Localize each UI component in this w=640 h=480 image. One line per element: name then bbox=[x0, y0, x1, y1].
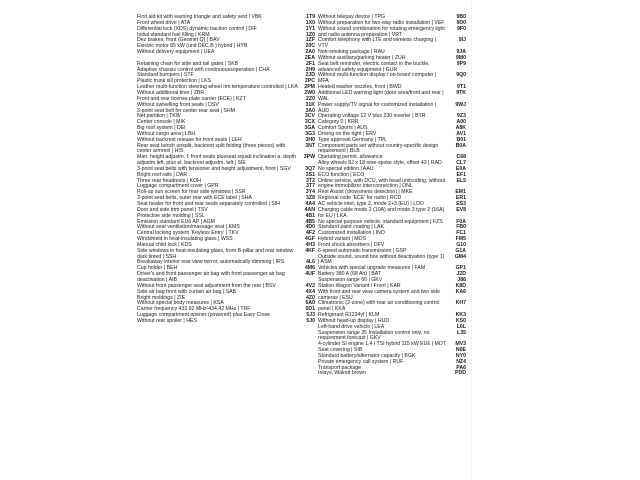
option-row bbox=[318, 91, 466, 103]
option-code: 5D1 bbox=[305, 306, 315, 313]
option-description: 6-speed automatic transmission | GSP bbox=[318, 247, 407, 254]
option-description: Standard paint coating | LAK bbox=[318, 224, 384, 231]
option-description: With front and rear view camera system and two side cameras | ESU bbox=[318, 288, 440, 301]
option-code: 4A4 bbox=[305, 201, 315, 207]
option-code: 3T2 bbox=[306, 177, 315, 184]
option-description: Without sound combination for rotating emergency light and radio antenna preparation | VRT bbox=[318, 25, 445, 38]
option-description: Differential lock (XDS) dynamic traction control | DIF bbox=[137, 25, 257, 32]
option-description: Without seat ventilation/massage seat | KMS bbox=[137, 224, 240, 231]
option-description: Non-smoking package | RAU bbox=[318, 49, 385, 56]
option-code: 9F0 bbox=[457, 25, 466, 32]
option-code: 4KF bbox=[305, 247, 315, 254]
option-description: Climatronic (2-zone) with rear air conditioning control panel | KKA bbox=[318, 300, 440, 313]
option-description: Additional LED warning light (door area/front and rear | WAL bbox=[318, 89, 444, 102]
option-code: 4Z0 bbox=[306, 294, 315, 301]
option-code: 5J3 bbox=[306, 312, 315, 319]
option-description: Category 0 | KRR bbox=[318, 119, 359, 126]
option-code: 2F1 bbox=[306, 60, 315, 67]
option-description: Without front passenger seat adjustment from the rear | BSV bbox=[137, 282, 276, 289]
option-code: 9JA bbox=[456, 49, 466, 56]
option-code: J2D bbox=[456, 271, 466, 278]
option-code: 4H3 bbox=[305, 241, 315, 248]
option-description: Operating voltage 12 V plus 230 inverter | BTR bbox=[318, 113, 426, 120]
option-description: ECO function | ECO bbox=[318, 171, 365, 178]
option-code: B01 bbox=[456, 136, 466, 143]
option-code: 9M0 bbox=[455, 54, 466, 61]
option-description: Man. height adjustm. f. front seats plusseat squab inclination a. depth adjustm.left, plus el. backrest adjustm. left | SIE bbox=[137, 154, 297, 167]
option-code: KA6 bbox=[455, 288, 466, 295]
option-code: ES3 bbox=[456, 201, 466, 207]
option-description: Dez brakes, front (Geomet Q) | BAV bbox=[137, 37, 220, 44]
option-description: Door and side trim panel | TSV bbox=[137, 206, 208, 213]
option-code: NZ4 bbox=[456, 358, 466, 365]
option-description: Without cargo area | LBH bbox=[137, 130, 196, 137]
option-description: First aid kit with warning triangle and safety vest | VBK bbox=[137, 14, 262, 20]
option-row bbox=[318, 208, 466, 220]
option-description: Without additional tires | ZBR bbox=[137, 89, 205, 96]
option-description: Windshield in heat-insulating glass | WSS bbox=[137, 236, 233, 243]
option-code: 9Q0 bbox=[456, 72, 466, 79]
option-code: L0L bbox=[456, 323, 466, 330]
option-description: Without head-up display | HUD bbox=[318, 317, 390, 324]
option-description: Inlays, Walnut brown bbox=[318, 370, 366, 377]
option-code: KH7 bbox=[455, 300, 466, 307]
option-code: 2PC bbox=[304, 78, 315, 85]
option-code: NY0 bbox=[455, 352, 466, 359]
option-description: Regional code 'ECE' for radio | RCD bbox=[318, 195, 402, 202]
option-code: 2A0 bbox=[305, 49, 315, 56]
option-code: 4D0 bbox=[305, 224, 315, 231]
option-description: Station Wagon Variant / Front | KAR bbox=[318, 282, 401, 289]
options-list-right bbox=[318, 15, 466, 377]
option-description: Front and rear license plate carrier (ECE) | KZT bbox=[137, 95, 246, 102]
option-row bbox=[137, 319, 315, 325]
option-description: Transport package bbox=[318, 364, 362, 371]
option-description: Retaining chain for side and tail gates | SKB bbox=[137, 60, 239, 67]
option-description: Bright roof rails | DAR bbox=[137, 171, 188, 178]
option-code: 3H0 bbox=[305, 136, 315, 143]
option-description: Driving on the right | ERV bbox=[318, 130, 377, 137]
option-code: FC1 bbox=[456, 230, 466, 237]
option-code: EL5 bbox=[456, 177, 466, 184]
option-description: Protective side molding | SSL bbox=[137, 212, 205, 219]
option-code: J86 bbox=[457, 276, 466, 283]
option-description: No special edition | AAU bbox=[318, 165, 374, 172]
option-description: Without rear spoiler | HES bbox=[137, 317, 197, 324]
option-code: KS0 bbox=[455, 317, 466, 324]
option-description: Hybrid variant | MOS bbox=[318, 236, 367, 243]
option-description: Without delivery equipment | UEA bbox=[137, 49, 215, 56]
option-code: 9T1 bbox=[457, 84, 466, 91]
option-code: 4V2 bbox=[305, 282, 315, 289]
option-code: 1Y1 bbox=[305, 25, 315, 32]
option-code: 3Z8 bbox=[306, 195, 315, 202]
option-code: 4L6 bbox=[306, 259, 315, 266]
option-code: 9Z3 bbox=[457, 113, 466, 120]
option-code: 3Q7 bbox=[305, 165, 315, 172]
option-code: 9D0 bbox=[456, 19, 466, 26]
option-code: PA6 bbox=[456, 364, 466, 371]
option-code: L35 bbox=[457, 329, 466, 336]
option-code: E0A bbox=[455, 165, 466, 172]
option-description: Vehicles with special upgrade measures | FAM bbox=[318, 265, 426, 272]
option-code: 1X0 bbox=[305, 19, 315, 26]
option-description: Without special body measures | KSA bbox=[137, 300, 224, 307]
option-description: Without backrest release for front seats | LEH bbox=[137, 136, 242, 143]
option-code: GM4 bbox=[454, 253, 466, 260]
option-description: Front wheel drive | ATA bbox=[137, 19, 191, 26]
options-list-left bbox=[137, 15, 315, 325]
option-description: Manual child lock | KDS bbox=[137, 241, 192, 248]
option-description: Comfort Sports | AUS bbox=[318, 125, 368, 132]
option-description: Plastic trunk sill protection | LKS bbox=[137, 78, 212, 85]
option-code: EF1 bbox=[456, 171, 466, 178]
option-code: 2Z0 bbox=[306, 95, 315, 102]
option-code: G10 bbox=[456, 241, 466, 248]
option-description: Standard battery/alternator capacity | BGK bbox=[318, 352, 416, 359]
option-description: Private emergency call system | RUF bbox=[318, 358, 404, 365]
option-code: K8D bbox=[455, 282, 466, 289]
option-code: 9TK bbox=[456, 89, 466, 96]
option-description: Luggage compartment opener (powered) plus Easy Close bbox=[137, 312, 270, 319]
option-description: Rest Assist (drowsiness detection) | MKE bbox=[318, 189, 413, 196]
option-code: 2JD bbox=[305, 72, 315, 79]
option-description: Without swivelling front seats | DSV bbox=[137, 101, 219, 108]
option-description: Outside sound, sound box without deactivation (type 1) | ASM bbox=[318, 253, 445, 266]
option-code: 2PM bbox=[304, 84, 315, 91]
option-description: Leather multi-function steering wheel rim temperature controlled | LKA bbox=[137, 84, 298, 91]
option-code: PDD bbox=[455, 370, 466, 377]
option-description: Driver's and front passenger air bag with front passenger air bag deactivation | AIB bbox=[137, 271, 285, 283]
option-code: EM1 bbox=[455, 189, 466, 196]
option-description: Emission standard EU6 AP | AGM bbox=[137, 218, 215, 225]
option-code: 3CV bbox=[304, 113, 315, 120]
option-code: F0A bbox=[456, 218, 466, 225]
option-code: 1ZF bbox=[305, 37, 315, 44]
option-row bbox=[318, 371, 466, 377]
option-code: 3T7 bbox=[306, 183, 315, 190]
option-description: - bbox=[137, 54, 139, 61]
option-description: Comfort telephony with LTE and wireless charging | VTV bbox=[318, 37, 437, 50]
option-description: Left-hand drive vehicle | LEA bbox=[318, 323, 385, 330]
option-code: 4UF bbox=[305, 271, 315, 278]
page-edge bbox=[471, 0, 472, 480]
option-code: 3Y4 bbox=[305, 189, 315, 196]
option-code: 3PW bbox=[303, 154, 315, 161]
option-code: 4GF bbox=[304, 236, 315, 243]
option-description: Electric motor 85 kW (unit DEC.B ) hybrid | HYB bbox=[137, 43, 248, 50]
option-code: G1A bbox=[455, 247, 466, 254]
option-code: 4X4 bbox=[305, 288, 315, 295]
option-code: 4B1 bbox=[305, 212, 315, 219]
option-code: ER1 bbox=[455, 195, 466, 202]
option-description: Roll-up sun screen for rear side windows | SSR bbox=[137, 189, 246, 196]
option-description: Power supply/TV signal for customized installation | AUD bbox=[318, 101, 437, 114]
option-code: 31K bbox=[305, 101, 315, 108]
option-description: Seat heater for front and rear seats separately controlled | SIH bbox=[137, 201, 280, 207]
option-code: 9IJ bbox=[458, 37, 466, 44]
option-description: Adaptive chassis control with continuoussoperation | CHA bbox=[137, 66, 270, 73]
option-description: Suspension range 35 Installation control only, no requirement forecast | GKV bbox=[318, 329, 430, 342]
option-description: 3-point seat belts, outer rear with ECE label | SHA bbox=[137, 195, 252, 202]
option-description: Online service, with DCU, with head unitcoding, without engine immobilizer interconnection | ONL bbox=[318, 177, 446, 190]
option-description: Without multi-function display / on-board computer | MFA bbox=[318, 72, 437, 85]
option-code: C68 bbox=[456, 154, 466, 161]
option-code: 2H9 bbox=[305, 66, 315, 73]
option-code: 1Z0 bbox=[306, 31, 315, 38]
option-description: Charging cable mode 2 (10A) and mode 3 type 2 (16A) for EU | LKA bbox=[318, 206, 445, 219]
option-code: GP1 bbox=[455, 265, 466, 272]
option-code: 3NT bbox=[305, 142, 315, 149]
option-description: Luggage compartment cover | GPR bbox=[137, 183, 219, 190]
option-code: 5A0 bbox=[305, 300, 315, 307]
option-description: Side windows in heat-insulating glass, from B-pillar and rear window dark tinted | SSH bbox=[137, 247, 294, 260]
option-code: KK3 bbox=[455, 312, 466, 319]
option-code: B0A bbox=[455, 142, 466, 149]
option-description: Component parts set without country-specific design requirement | BLB bbox=[318, 142, 439, 155]
option-code: 4F2 bbox=[306, 230, 315, 237]
option-description: Central locking system 'Keyless Entry' | TKV bbox=[137, 230, 239, 237]
option-description: Type approval Germany | TPL bbox=[318, 136, 388, 143]
option-description: Seat belt reminder, electric contact in the buckle, advanced safety equipment | GUR bbox=[318, 60, 430, 73]
option-code: FM5 bbox=[455, 236, 466, 243]
option-code: 9P9 bbox=[456, 60, 466, 67]
option-description: Without telepay device | TPG bbox=[318, 14, 385, 20]
option-code: 3A0 bbox=[305, 107, 315, 114]
option-code: MV3 bbox=[455, 341, 466, 348]
option-description: Cup holder | BEH bbox=[137, 265, 178, 272]
option-description: Without preparation for two-way radio installation | VEF bbox=[318, 19, 445, 26]
option-description: Standard bumpers | STF bbox=[137, 72, 194, 79]
option-description: Customized installation | INO bbox=[318, 230, 385, 237]
option-code: FB0 bbox=[456, 224, 466, 231]
option-description: Center console | MIK bbox=[137, 119, 186, 126]
option-code: 9B0 bbox=[456, 14, 466, 20]
option-code: 3G3 bbox=[305, 130, 315, 137]
option-description: Rear seat bench unsplit, backrest split folding (three pieces) with center armrest | HIS bbox=[137, 142, 286, 155]
option-description: Without auxiliary/parking heater | ZUH bbox=[318, 54, 406, 61]
option-code: A00 bbox=[456, 119, 466, 126]
option-description: Suspension range 66 | GKV bbox=[318, 276, 383, 283]
option-code: 1T9 bbox=[306, 14, 315, 20]
option-code: AV1 bbox=[456, 130, 466, 137]
option-code: 9WJ bbox=[455, 101, 466, 108]
option-code: 2W0 bbox=[304, 89, 315, 96]
option-code: EV8 bbox=[456, 206, 466, 213]
option-code: A8K bbox=[455, 125, 466, 132]
option-code: 4B5 bbox=[305, 218, 315, 225]
option-description: Alloy wheels 8J x 18 nine-spoke style, offset 43 | RAD bbox=[318, 160, 442, 167]
option-code: 5J0 bbox=[306, 317, 315, 324]
option-code: 20C bbox=[305, 43, 315, 50]
option-description: Breakaway interior rear view mirror, automatically dimming | IRS bbox=[137, 259, 285, 266]
option-description: Three rear headrests | KOH bbox=[137, 177, 201, 184]
option-description: Heated washer nozzles, front | BWD bbox=[318, 84, 402, 91]
option-code: 4AN bbox=[304, 206, 315, 213]
option-code: 3S1 bbox=[305, 171, 315, 178]
option-description: Side air bag front with curtain air bag | SAB bbox=[137, 288, 237, 295]
option-code: 3CX bbox=[304, 119, 315, 126]
option-description: 3-point seat belt for center rear seat | SHM bbox=[137, 107, 235, 114]
option-description: Initial standard fuel filling | KRM bbox=[137, 31, 210, 38]
option-code: CL7 bbox=[456, 160, 466, 167]
option-description: Net partition | TKW bbox=[137, 113, 181, 120]
option-description: 3-point seat belts with tensioner and height adjustment, front | SGV bbox=[137, 165, 291, 172]
option-description: Operating permit, allowance bbox=[318, 154, 383, 161]
option-code: 2EA bbox=[304, 54, 315, 61]
option-description: Battery 380 A (68 Ah) | BAT bbox=[318, 271, 381, 278]
option-description: Bright moldings | ZIE bbox=[137, 294, 186, 301]
option-code: 4M6 bbox=[304, 265, 315, 272]
option-description: Refrigerant R1234yf | KLM bbox=[318, 312, 380, 319]
option-description: No special purpose vehicle, standard equipment | FZS bbox=[318, 218, 443, 225]
option-code: N0E bbox=[455, 347, 466, 354]
option-description: Carrier frequency 433.92 MHz-434.42 MHz | TRF bbox=[137, 306, 251, 313]
option-description: Seat covering | SIB bbox=[318, 347, 363, 354]
option-description: 4-cylinder SI engine 1.4 l TSI hybrid 115 kW EU6 | MOT bbox=[318, 341, 447, 348]
option-description: Big roof system | DEI bbox=[137, 125, 186, 132]
option-description: Front shock absorbers | DFV bbox=[318, 241, 385, 248]
option-description: AC vehicle inlet, type 2, mode 2+3 (EU) | LDO bbox=[318, 201, 424, 207]
option-code: 3GA bbox=[304, 125, 315, 132]
